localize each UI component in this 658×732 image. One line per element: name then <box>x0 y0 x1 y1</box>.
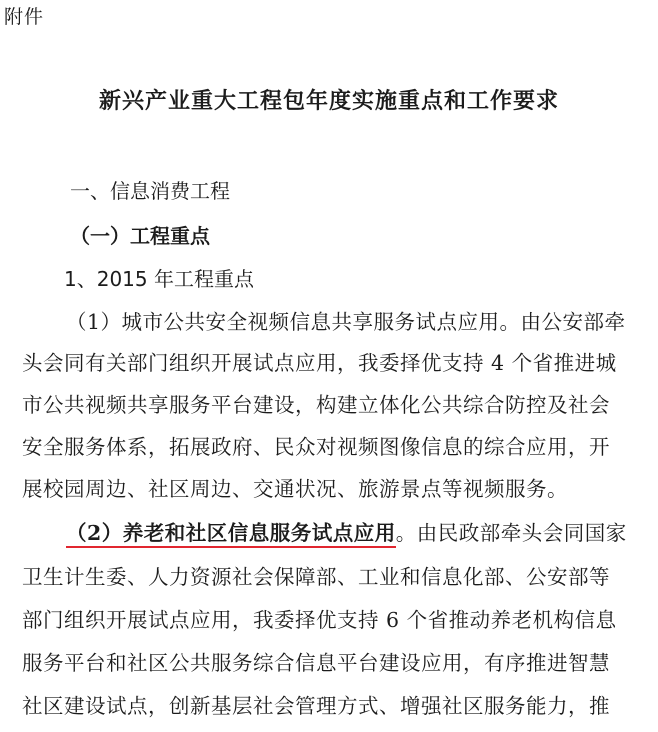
paragraph-line: 市公共视频共享服务平台建设，构建立体化公共综合防控及社会 <box>22 393 610 417</box>
paragraph-text: 。由民政部牵头会同国家 <box>395 521 627 545</box>
paragraph-line: 服务平台和社区公共服务综合信息平台建设应用，有序推进智慧 <box>22 651 610 675</box>
section-heading: 一、信息消费工程 <box>70 179 230 203</box>
highlighted-heading: （2）养老和社区信息服务试点应用 <box>66 521 396 548</box>
paragraph-line: 部门组织开展试点应用，我委择优支持 6 个省推动养老机构信息 <box>22 608 617 632</box>
paragraph-line: 展校园周边、社区周边、交通状况、旅游景点等视频服务。 <box>22 477 568 501</box>
subsection-heading: （一）工程重点 <box>70 224 210 248</box>
paragraph-line: 头会同有关部门组织开展试点应用，我委择优支持 4 个省推进城 <box>22 351 617 375</box>
document-title: 新兴产业重大工程包年度实施重点和工作要求 <box>98 88 559 114</box>
paragraph-line: 社区建设试点，创新基层社会管理方式、增强社区服务能力，推 <box>22 694 610 718</box>
paragraph-line <box>66 519 627 547</box>
paragraph-line: 卫生计生委、人力资源社会保障部、工业和信息化部、公安部等 <box>22 565 610 589</box>
paragraph-line: 安全服务体系，拓展政府、民众对视频图像信息的综合应用，开 <box>22 435 610 459</box>
item-heading: 1、2015 年工程重点 <box>64 267 254 291</box>
attachment-label: 附件 <box>4 6 45 28</box>
paragraph-line: （1）城市公共安全视频信息共享服务试点应用。由公安部牵 <box>66 310 626 334</box>
